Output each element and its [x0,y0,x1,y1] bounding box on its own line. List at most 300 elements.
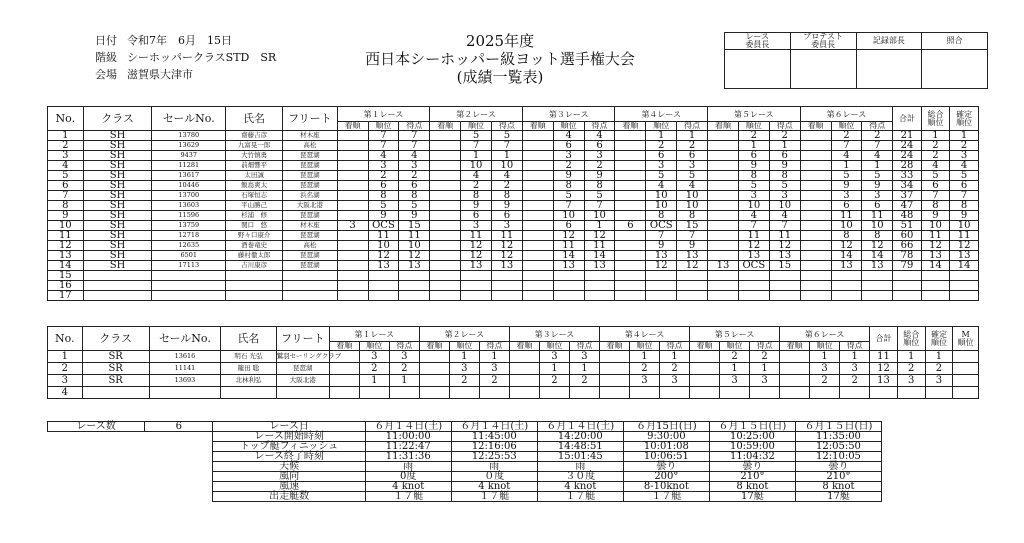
row-sail: 6501 [152,251,226,261]
row-class: SH [83,241,152,251]
row-final: 2 [950,141,979,151]
summary-blank [48,442,145,452]
race-2-rank: 7 [461,141,492,151]
race-3-chaku [509,375,539,387]
race-3-chaku [522,201,553,211]
row-fleet: 琵琶湖 [276,363,329,375]
race-2-chaku [430,241,461,251]
race-4-chaku [615,161,646,171]
race-6-chaku [780,387,810,399]
race-1-rank: 12 [368,251,399,261]
race-3-rank: 2 [553,161,584,171]
row-class: SH [83,211,152,221]
row-class: SH [83,191,152,201]
row-total [893,291,921,301]
row-fleet: 琵琶湖 [283,261,338,271]
race-1-points [399,281,430,291]
race-2-chaku [419,387,449,399]
race-1-chaku [329,375,359,387]
row-class: SH [83,151,152,161]
row-class: SH [83,131,152,141]
race-2-rank: 2 [449,375,479,387]
race-2-rank: 9 [461,201,492,211]
summary-value: 11:45:00 [451,432,537,442]
race-6-chaku [780,363,810,375]
summary-blank [145,452,213,462]
race-subheader: 得点 [399,122,430,131]
race-2-points: 12 [491,251,522,261]
race-3-chaku [522,221,553,231]
summary-value: 12:10:05 [795,452,881,462]
race-subheader: 順位 [461,122,492,131]
race-1-rank: 1 [359,375,389,387]
race-subheader: 得点 [389,342,419,351]
race-5-rank: 12 [738,241,769,251]
race-4-chaku [599,351,629,363]
race-1-points: 6 [399,181,430,191]
summary-value: 雨 [365,462,451,472]
race-5-points: 2 [769,131,800,141]
race-4-points [677,271,708,281]
race-5-points: 5 [769,181,800,191]
row-name [226,291,283,301]
race-1-chaku [337,211,368,221]
race-1-chaku [337,171,368,181]
race-5-points: 10 [769,201,800,211]
summary-value: 10:01:08 [623,442,709,452]
race-3-chaku [522,231,553,241]
race-subheader: 着順 [800,122,831,131]
race-5-chaku [708,171,739,181]
race-2-rank: 1 [461,151,492,161]
race-2-points: 1 [491,151,522,161]
race-6-rank: 8 [831,231,862,241]
race-1-rank: 7 [368,141,399,151]
race-4-points: 3 [677,161,708,171]
title-sub: (成績一覧表) [456,68,544,86]
race-2-points: 2 [491,181,522,191]
race-2-points: 12 [491,241,522,251]
race-4-points: 12 [677,261,708,271]
race-6-points: 8 [862,231,893,241]
race-4-points: 7 [677,231,708,241]
race-3-points: 7 [584,201,615,211]
race-2-chaku [430,191,461,201]
race-4-points: 3 [660,375,690,387]
col-fleet-header: フリート [283,107,338,131]
race-1-rank: 8 [368,191,399,201]
race-5-chaku [708,221,739,231]
summary-label: レース終了時刻 [213,452,365,462]
race-subheader: 着順 [337,122,368,131]
row-sail: 9437 [152,151,226,161]
race-6-rank: 11 [831,211,862,221]
row-class [82,387,149,399]
row-fleet: 大阪北港 [276,375,329,387]
race-3-chaku [522,261,553,271]
race-subheader: 得点 [840,342,870,351]
race-1-chaku [329,363,359,375]
row-no: 14 [48,261,84,271]
race-3-points: 8 [584,181,615,191]
row-sail: 13629 [152,141,226,151]
row-final [950,291,979,301]
race-3-rank: 1 [539,363,569,375]
race-subheader: 順位 [539,342,569,351]
race-2-rank: 10 [461,161,492,171]
race-6-points: 3 [862,191,893,201]
signoff-box [922,50,988,89]
summary-label: レース開始時刻 [213,432,365,442]
race-3-rank: 10 [553,211,584,221]
race-header: 第４レース [615,107,708,122]
summary-blank [48,492,145,502]
race-2-chaku [430,181,461,191]
row-name: 石塚恒志 [226,191,283,201]
row-fleet: 琵琶湖 [283,211,338,221]
race-subheader: 得点 [479,342,509,351]
summary-value: １７艇 [623,492,709,502]
col-name-header: 氏名 [221,327,276,351]
race-4-chaku [615,181,646,191]
race-1-points: 1 [389,375,419,387]
race-2-rank: 4 [461,171,492,181]
race-4-rank: 12 [646,261,677,271]
race-2-chaku [419,375,449,387]
row-total: 11 [870,351,898,363]
race-6-points: 1 [862,161,893,171]
race-4-points: 10 [677,191,708,201]
race-2-rank: 11 [461,231,492,241]
race-1-rank: 2 [359,363,389,375]
race-1-chaku [337,251,368,261]
row-class: SH [83,201,152,211]
col-sail-header: セールNo. [152,107,226,131]
race-6-chaku [800,141,831,151]
race-6-rank [831,281,862,291]
race-2-rank [449,387,479,399]
race-6-chaku [800,131,831,141]
row-total: 51 [893,221,921,231]
race-6-rank: 14 [831,251,862,261]
total-header: 合計 [893,107,921,131]
summary-label: 風速 [213,482,365,492]
race-6-points: 3 [840,363,870,375]
race-1-chaku [337,141,368,151]
date-value: 令和7年 6月 15日 [127,34,232,47]
race-1-rank: 10 [368,241,399,251]
race-4-chaku [615,231,646,241]
race-2-chaku [419,363,449,375]
race-5-chaku [690,387,720,399]
race-1-points: 13 [399,261,430,271]
race-1-points: 7 [399,141,430,151]
race-2-rank: 1 [449,351,479,363]
row-no: 15 [48,271,84,281]
result-row [48,231,979,241]
summary-row [48,452,882,462]
row-fleet [276,387,329,399]
title-year: 2025年度 [465,32,535,50]
signoff-table [724,32,988,89]
race-subheader: 順位 [449,342,479,351]
race-5-rank: 1 [738,141,769,151]
race-4-rank: 9 [646,241,677,251]
race-2-points: 2 [479,375,509,387]
race-5-rank: 2 [720,351,750,363]
race-subheader: 着順 [419,342,449,351]
race-3-chaku [522,241,553,251]
race-4-chaku [599,387,629,399]
summary-value: 12:16:06 [451,442,537,452]
race-subheader: 着順 [690,342,720,351]
race-6-points: 1 [840,351,870,363]
row-class: SR [82,363,149,375]
race-subheader: 着順 [329,342,359,351]
summary-blank [145,462,213,472]
race-1-points: 15 [399,221,430,231]
race-2-rank [461,291,492,301]
row-total: 60 [893,231,921,241]
race-2-rank: 12 [461,241,492,251]
race-3-chaku [522,251,553,261]
race-5-chaku [690,363,720,375]
summary-value: 4 knot [365,482,451,492]
race-6-rank: 1 [810,351,840,363]
race-6-chaku [800,171,831,181]
signoff-label: プロテスト 委員長 [790,33,856,50]
race-6-chaku [800,261,831,271]
row-name [226,281,283,291]
race-subheader: 得点 [677,122,708,131]
title-main: 西日本シーホッパー級ヨット選手権大会 [365,50,635,68]
race-6-chaku [800,191,831,201]
row-no: 2 [48,363,83,375]
row-total [870,387,898,399]
race-3-rank [553,291,584,301]
race-4-rank: OCS [646,221,677,231]
summary-value: 11:31:36 [365,452,451,462]
result-row [48,181,979,191]
row-sail: 13603 [152,201,226,211]
result-row [48,291,979,301]
race-5-points [769,271,800,281]
race-1-rank: 6 [368,181,399,191]
race-1-points: 3 [389,351,419,363]
race-4-points: 9 [677,241,708,251]
race-3-chaku [522,181,553,191]
race-6-chaku [800,201,831,211]
row-class: SH [83,261,152,271]
race-3-rank: 11 [553,241,584,251]
row-total [893,281,921,291]
race-subheader: 順位 [720,342,750,351]
race-4-chaku [615,251,646,261]
summary-value: 210° [795,472,881,482]
race-2-points: 1 [479,351,509,363]
document-title [330,32,670,86]
summary-row [48,442,882,452]
row-sail: 12635 [152,241,226,251]
race-1-points: 11 [399,231,430,241]
summary-value: ３０度 [537,472,623,482]
race-1-rank: 11 [368,231,399,241]
race-4-chaku [599,375,629,387]
race-4-points: 1 [660,351,690,363]
summary-value: 11:00:00 [365,432,451,442]
row-fleet: 琵琶湖 [283,151,338,161]
race-subheader: 着順 [522,122,553,131]
race-5-points [769,291,800,301]
row-m-rank [953,375,979,387]
summary-value: 10:25:00 [709,432,795,442]
race-5-rank: 13 [738,251,769,261]
row-overall [897,387,925,399]
race-1-rank: 9 [368,211,399,221]
race-6-rank: 4 [831,151,862,161]
race-1-points: 9 [399,211,430,221]
race-6-chaku [800,211,831,221]
race-5-rank [738,271,769,281]
race-6-rank: 1 [831,161,862,171]
row-sail: 13693 [149,375,221,387]
race-1-chaku [337,161,368,171]
row-fleet: 琵琶湖 [283,181,338,191]
row-class: SH [83,251,152,261]
race-4-points: 1 [677,131,708,141]
race-2-rank: 12 [461,251,492,261]
row-name: 関口 悠 [226,221,283,231]
row-name: 北林利弘 [221,375,276,387]
summary-value: ０度 [451,472,537,482]
race-1-rank: 3 [368,161,399,171]
race-1-chaku [337,131,368,141]
race-3-rank: 13 [553,261,584,271]
row-sail: 13780 [152,131,226,141]
row-name: 杉浦 修 [226,211,283,221]
race-1-rank: 3 [359,351,389,363]
final-header: 確定 順位 [950,107,979,131]
race-4-rank: 7 [646,231,677,241]
row-sail: 13616 [149,351,221,363]
race-2-points [491,291,522,301]
race-2-rank: 5 [461,131,492,141]
result-row [48,211,979,221]
race-5-rank: 3 [720,375,750,387]
race-header: 第６レース [800,107,893,122]
race-2-rank: 6 [461,211,492,221]
row-m-rank [953,351,979,363]
race-1-rank [368,271,399,281]
race-5-points: 12 [769,241,800,251]
signoff-box [790,50,856,89]
row-class [83,271,152,281]
header-row [48,107,979,122]
row-total: 28 [893,161,921,171]
race-1-points: 3 [399,161,430,171]
race-3-rank: 9 [553,171,584,181]
race-4-rank: 3 [629,375,659,387]
row-overall: 14 [921,261,949,271]
race-5-chaku [708,161,739,171]
race-2-points: 6 [491,211,522,221]
summary-row [48,422,882,432]
race-4-rank: 3 [646,161,677,171]
row-class: SH [83,161,152,171]
row-no: 2 [48,141,84,151]
row-class: SH [83,221,152,231]
race-4-chaku [615,151,646,161]
race-3-chaku [509,387,539,399]
row-overall: 2 [921,151,949,161]
summary-value: ６月１４日(土) [537,422,623,432]
race-5-points: 9 [769,161,800,171]
signoff-label: 記録部長 [856,33,922,50]
race-6-rank [810,387,840,399]
race-5-rank: 7 [738,221,769,231]
summary-label: 出走艇数 [213,492,365,502]
row-fleet: 材木座 [283,221,338,231]
result-row [48,131,979,141]
race-subheader: 順位 [368,122,399,131]
race-1-rank [368,281,399,291]
race-4-points: 2 [677,141,708,151]
race-4-points: 8 [677,211,708,221]
summary-label: 天候 [213,462,365,472]
row-final [950,281,979,291]
result-row [48,191,979,201]
race-subheader: 順位 [831,122,862,131]
race-4-chaku [615,261,646,271]
race-count-label: レース数 [48,422,145,432]
race-5-rank [738,291,769,301]
race-4-points: 13 [677,251,708,261]
race-1-rank [359,387,389,399]
result-row [48,141,979,151]
summary-blank [145,432,213,442]
race-6-chaku [800,281,831,291]
row-m-rank [953,363,979,375]
race-5-rank: 10 [738,201,769,211]
race-subheader: 得点 [750,342,780,351]
race-1-rank: 7 [368,131,399,141]
race-3-rank: 8 [553,181,584,191]
race-2-chaku [430,271,461,281]
summary-value: 11:22:47 [365,442,451,452]
row-name: 藤村徹太郎 [226,251,283,261]
row-overall: 5 [921,171,949,181]
race-header: 第１レース [337,107,430,122]
venue-label: 会場 [95,68,117,81]
race-3-chaku [522,131,553,141]
row-final: 2 [925,363,953,375]
row-final: 1 [925,351,953,363]
race-6-rank: 10 [831,221,862,231]
row-total: 34 [893,181,921,191]
race-5-points: 15 [769,261,800,271]
race-subheader: 得点 [769,122,800,131]
signoff-box [725,50,791,89]
summary-value: 曇り [623,462,709,472]
race-3-chaku [522,141,553,151]
race-3-points: 12 [584,231,615,241]
race-subheader: 得点 [660,342,690,351]
race-header: 第５レース [690,327,780,342]
race-2-points [491,281,522,291]
race-6-points: 2 [862,131,893,141]
race-3-points: 5 [584,191,615,201]
race-2-points: 5 [491,131,522,141]
